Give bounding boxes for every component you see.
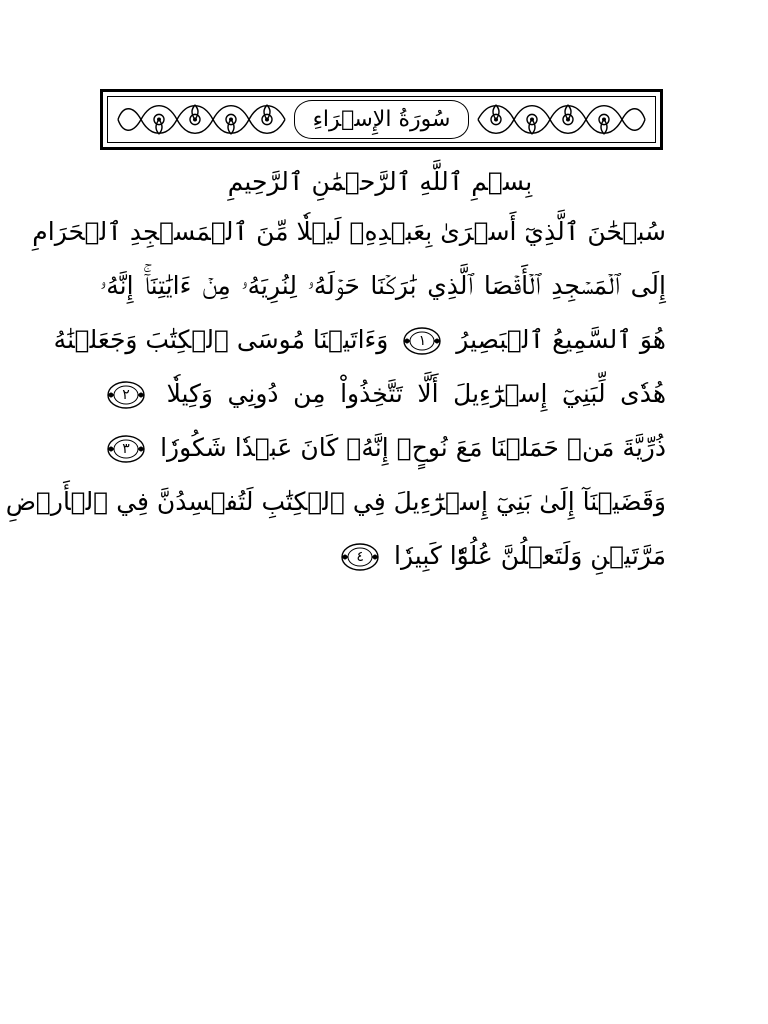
verse-text: إِلَى ٱلۡمَسۡجِدِ ٱلۡأَقۡصَا ٱلَّذِي بَٰرَكۡنَا حَوۡلَهُۥ لِنُرِيَهُۥ مِنۡ ءَايَٰتِنَآۚ إِنَّهُۥ [100, 271, 666, 300]
verse-line [53, 313, 666, 367]
basmala: بِسۡمِ ٱللَّهِ ٱلرَّحۡمَٰنِ ٱلرَّحِيمِ [227, 167, 533, 196]
verse-line [32, 205, 666, 259]
surah-title: سُورَةُ الإِسۡرَاءِ [312, 106, 451, 132]
ayah-end-marker [402, 326, 442, 356]
verse-line [100, 367, 666, 421]
verse-line [5, 475, 666, 529]
verse-text: وَقَضَيۡنَآ إِلَىٰ بَنِيٓ إِسۡرَٰٓءِيلَ فِي ٱلۡكِتَٰبِ لَتُفۡسِدُنَّ فِي ٱلۡأَرۡضِ [5, 487, 666, 516]
ayah-number: ٢ [122, 387, 130, 403]
verse-text: هُوَ ٱلسَّمِيعُ ٱلۡبَصِيرُ [456, 325, 666, 354]
verse-line [100, 259, 666, 313]
verse-text: مَرَّتَيۡنِ وَلَتَعۡلُنَّ عُلُوّٗا كَبِيرٗا [394, 541, 666, 570]
verse-text: هُدٗى لِّبَنِيٓ إِسۡرَٰٓءِيلَ أَلَّا تَتَّخِذُواْ مِن دُونِي وَكِيلٗا [166, 379, 666, 408]
verse-line [100, 421, 666, 475]
verse-text: ذُرِّيَّةَ مَنۡ حَمَلۡنَا مَعَ نُوحٍۚ إِنَّهُۥ كَانَ عَبۡدٗا شَكُورٗا [160, 433, 666, 462]
ayah-end-marker [106, 380, 146, 410]
ayah-end-marker [340, 542, 380, 572]
surah-header-frame [100, 89, 663, 150]
surah-header-inner-border [107, 96, 656, 143]
ayah-number: ٣ [122, 441, 130, 457]
verse-text: وَءَاتَيۡنَا مُوسَى ٱلۡكِتَٰبَ وَجَعَلۡنَٰهُ [53, 325, 389, 354]
ayah-end-marker [106, 434, 146, 464]
ayah-number: ١ [418, 333, 427, 349]
verse-block [5, 205, 666, 583]
verse-line [100, 529, 666, 583]
header-ornament-left [114, 97, 289, 142]
surah-title-cartouche [294, 100, 469, 139]
header-ornament-right [474, 97, 649, 142]
verse-text: سُبۡحَٰنَ ٱلَّذِيٓ أَسۡرَىٰ بِعَبۡدِهِۦ لَيۡلٗا مِّنَ ٱلۡمَسۡجِدِ ٱلۡحَرَامِ [32, 217, 666, 246]
ayah-number: ٤ [356, 549, 364, 565]
